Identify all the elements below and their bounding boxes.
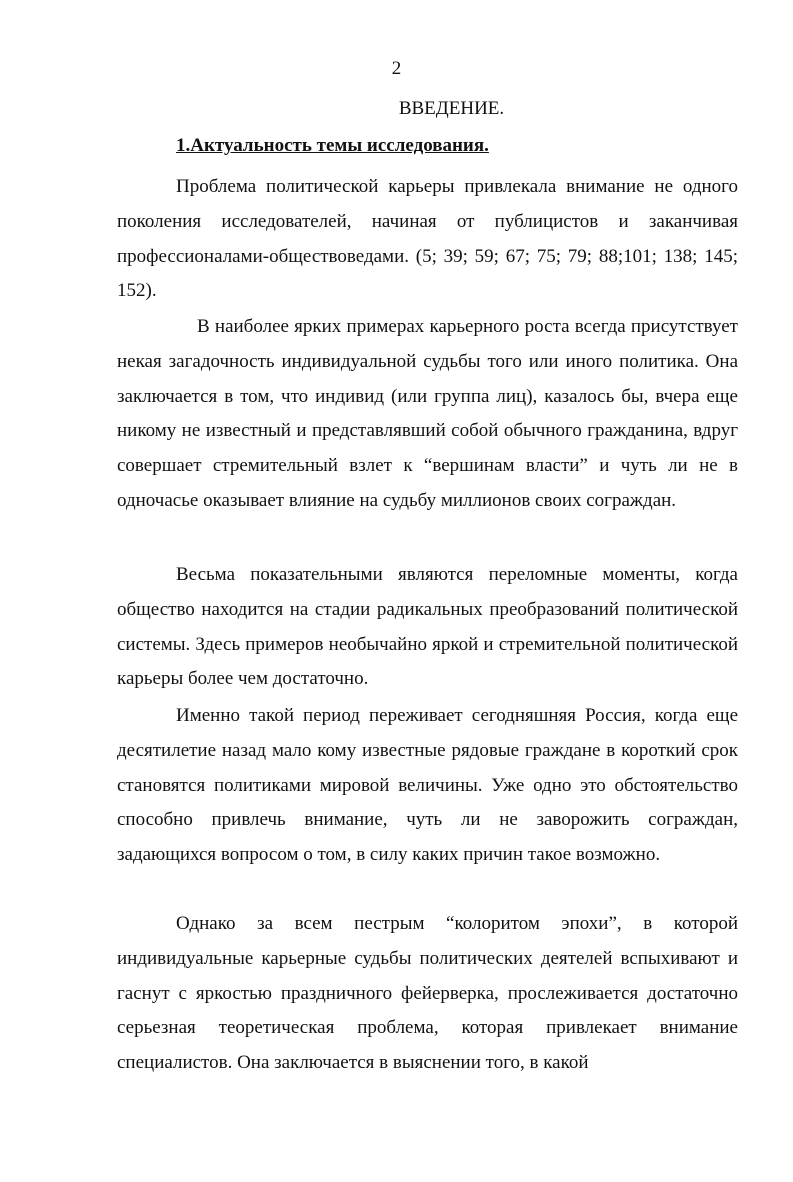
paragraph-5 xyxy=(117,907,738,1081)
paragraph-text: Весьма показательными являются переломные моменты, когда общество находится на стадии радикальных преобразований политической системы. Здесь примеров необычайно яркой и стремительной политической карьеры более чем достаточно. xyxy=(117,564,738,690)
paragraph-3 xyxy=(117,558,738,697)
paragraph-text: Именно такой период переживает сегодняшняя Россия, когда еще десятилетие назад мало кому известные рядовые граждане в короткий срок становятся политиками мировой величины. Уже одно это обстоятельство способно привлечь внимание, чуть ли не заворожить сограждан, задающихся вопросом о том, в силу каких причин такое возможно. xyxy=(117,705,738,866)
paragraph-2 xyxy=(117,310,738,519)
section-subheading: 1.Актуальность темы исследования. xyxy=(176,135,489,156)
chapter-heading: ВВЕДЕНИЕ. xyxy=(398,98,505,119)
page-number: 2 xyxy=(391,58,402,79)
paragraph-text: В наиболее ярких примерах карьерного роста всегда присутствует некая загадочность индивидуальной судьбы того или иного политика. Она заключается в том, что индивид (или группа лиц), казалось бы, вчера еще никому не известный и представлявший собой обычного гражданина, вдруг совершает стремительный взлет к “вершинам власти” и чуть ли не в одночасье оказывает влияние на судьбу миллионов своих сограждан. xyxy=(117,316,738,511)
paragraph-text: Проблема политической карьеры привлекала внимание не одного поколения исследователей, начиная от публицистов и заканчивая профессионалами-обществоведами. (5; 39; 59; 67; 75; 79; 88;101; 138; 145; 152). xyxy=(117,176,738,302)
paragraph-1 xyxy=(117,170,738,309)
paragraph-text: Однако за всем пестрым “колоритом эпохи”, в которой индивидуальные карьерные судьбы политических деятелей вспыхивают и гаснут с яркостью праздничного фейерверка, прослеживается достаточно серьезная теоретическая проблема, которая привлекает внимание специалистов. Она заключается в выяснении того, в какой xyxy=(117,913,738,1074)
paragraph-4 xyxy=(117,699,738,873)
